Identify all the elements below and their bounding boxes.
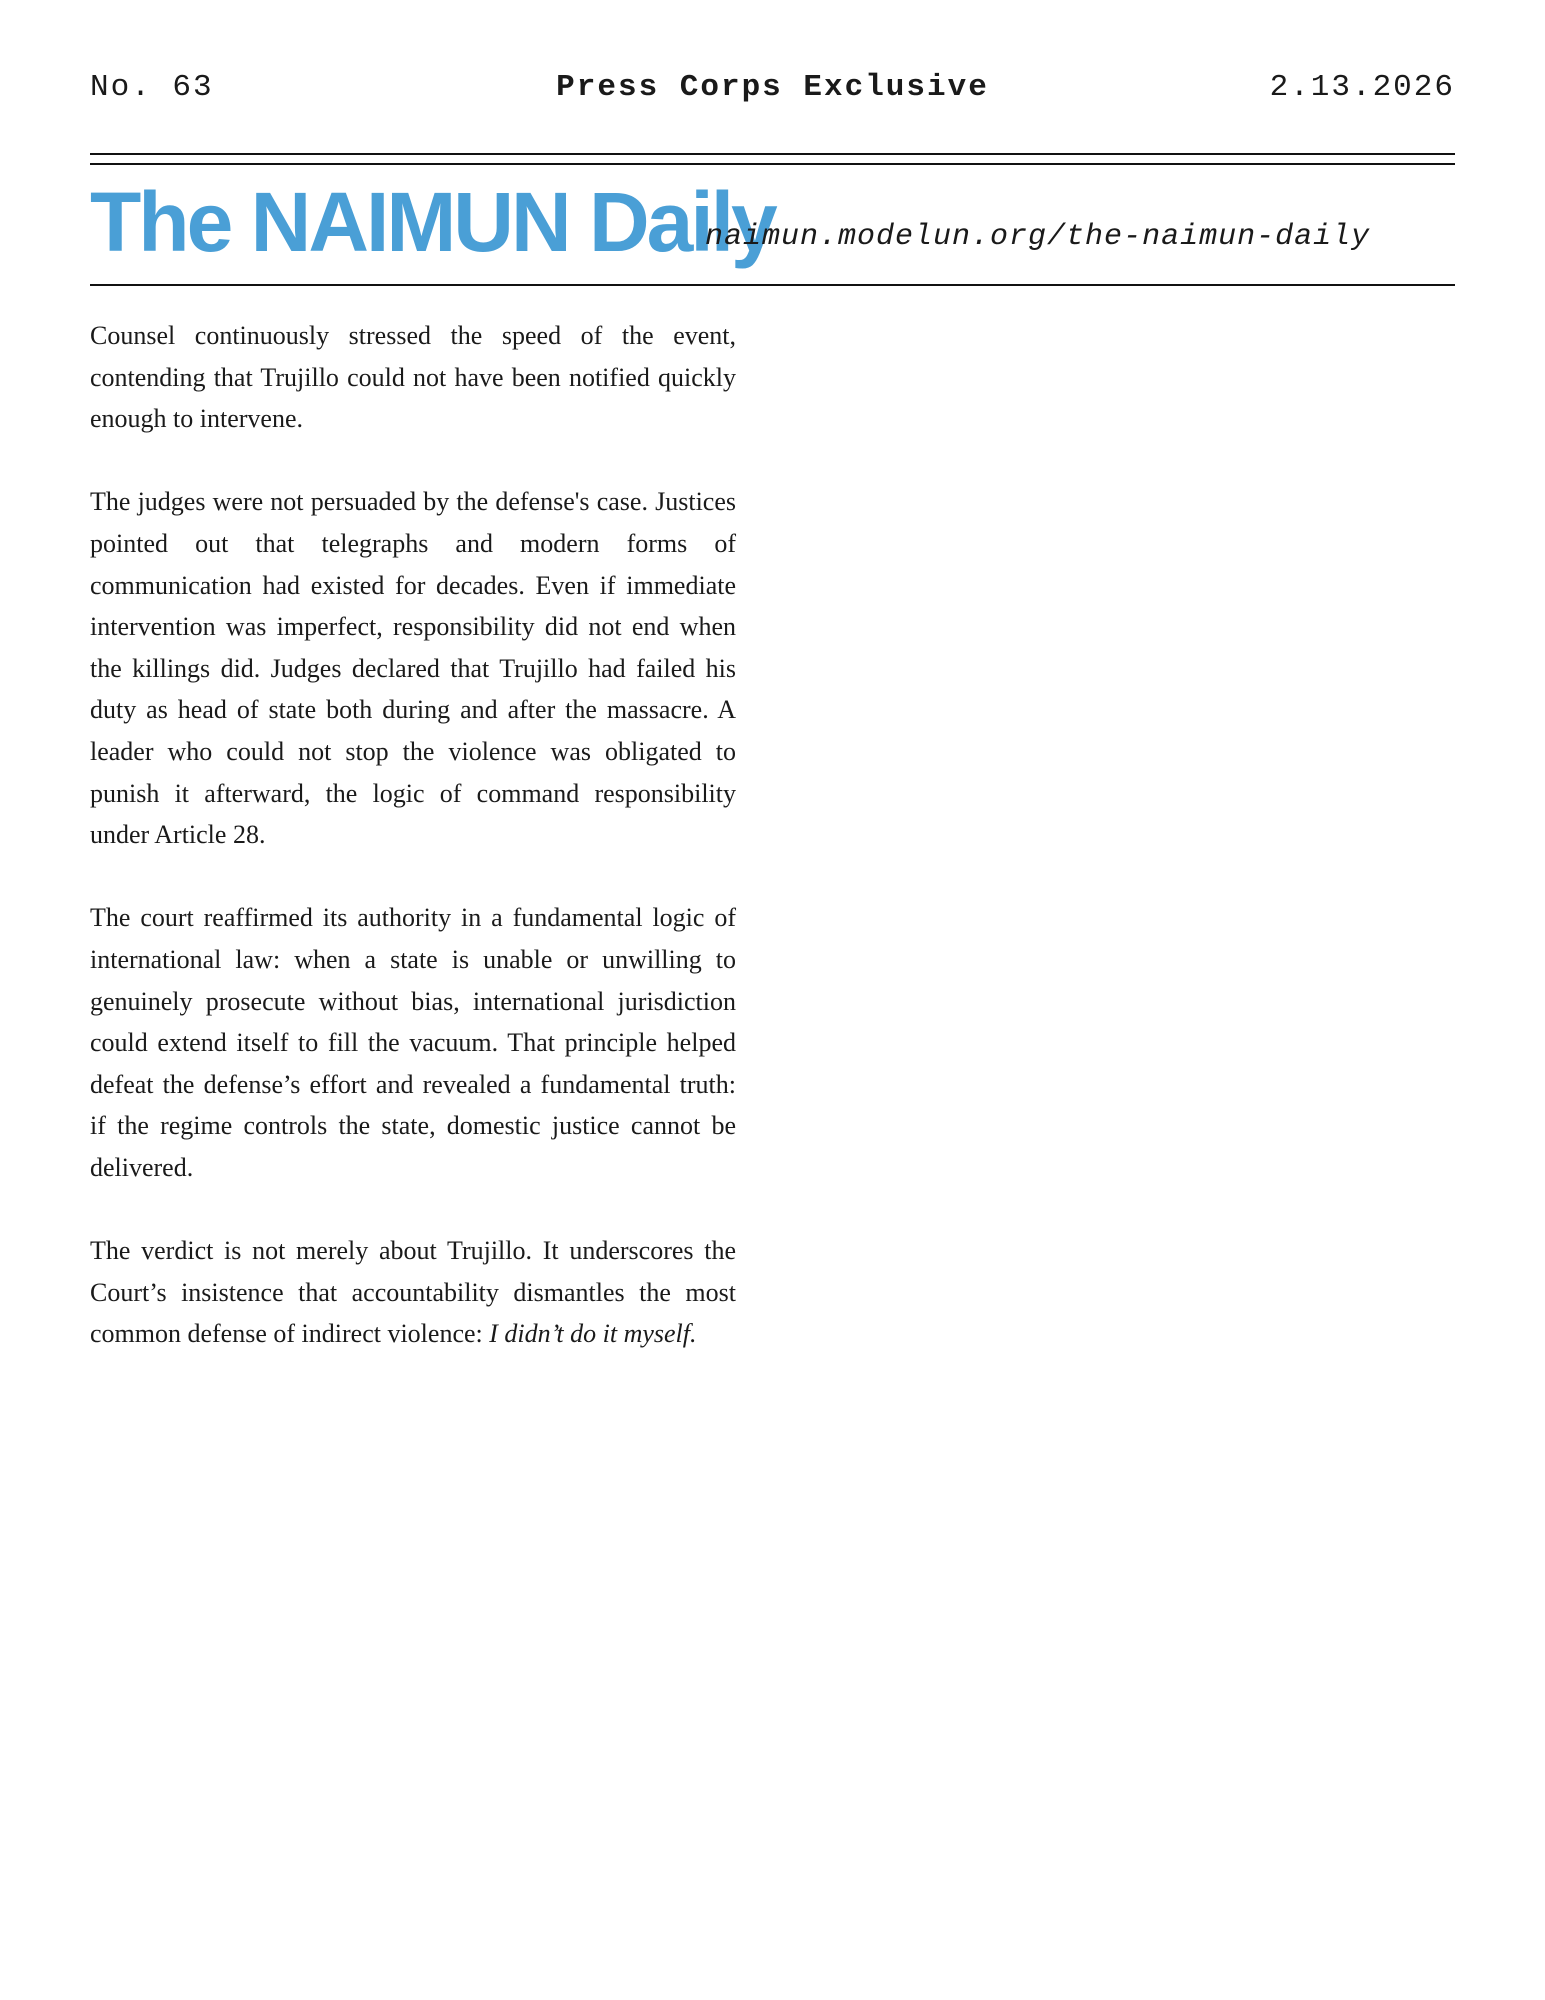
article-paragraph: The judges were not persuaded by the defense's case. Justices pointed out that telegraphs and modern forms of communication had existed for decades. Even if immediate intervention was imperfect, responsibility did not end when the killings did. Judges declared that Trujillo had failed his duty as head of state both during and after the massacre. A leader who could not stop the violence was obligated to punish it afterward, the logic of command responsibility under Article 28. xyxy=(90,487,736,850)
article-paragraph: Counsel continuously stressed the speed of the event, contending that Trujillo could not have been notified quickly enough to intervene. xyxy=(90,321,736,434)
final-paragraph-quote: I didn’t do it myself. xyxy=(489,1319,697,1349)
final-paragraph-text: The verdict is not merely about Trujillo. It underscores the Court’s insistence that accountability dismantles the most common defense of indirect violence: xyxy=(90,1236,736,1349)
newspaper-title: The NAIMUN Daily xyxy=(90,175,775,269)
newspaper-url: naimun.modelun.org/the-naimun-daily xyxy=(705,220,1371,254)
article-body xyxy=(90,315,736,1396)
article-paragraph: The court reaffirmed its authority in a fundamental logic of international law: when a state is unable or unwilling to genuinely prosecute without bias, international jurisdiction could extend itself to fill the vacuum. That principle helped defeat the defense’s effort and revealed a fundamental truth: if the regime controls the state, domestic justice cannot be delivered. xyxy=(90,903,736,1182)
article-paragraph-final xyxy=(90,1230,736,1355)
masthead-top-bar xyxy=(90,70,1455,110)
masthead-divider xyxy=(90,284,1455,286)
section-title: Press Corps Exclusive xyxy=(556,70,989,105)
header-divider-bottom xyxy=(90,163,1455,165)
issue-number: No. 63 xyxy=(90,70,214,105)
header-divider-top xyxy=(90,153,1455,155)
issue-date: 2.13.2026 xyxy=(1269,70,1455,105)
masthead-brand-row xyxy=(90,172,1455,280)
